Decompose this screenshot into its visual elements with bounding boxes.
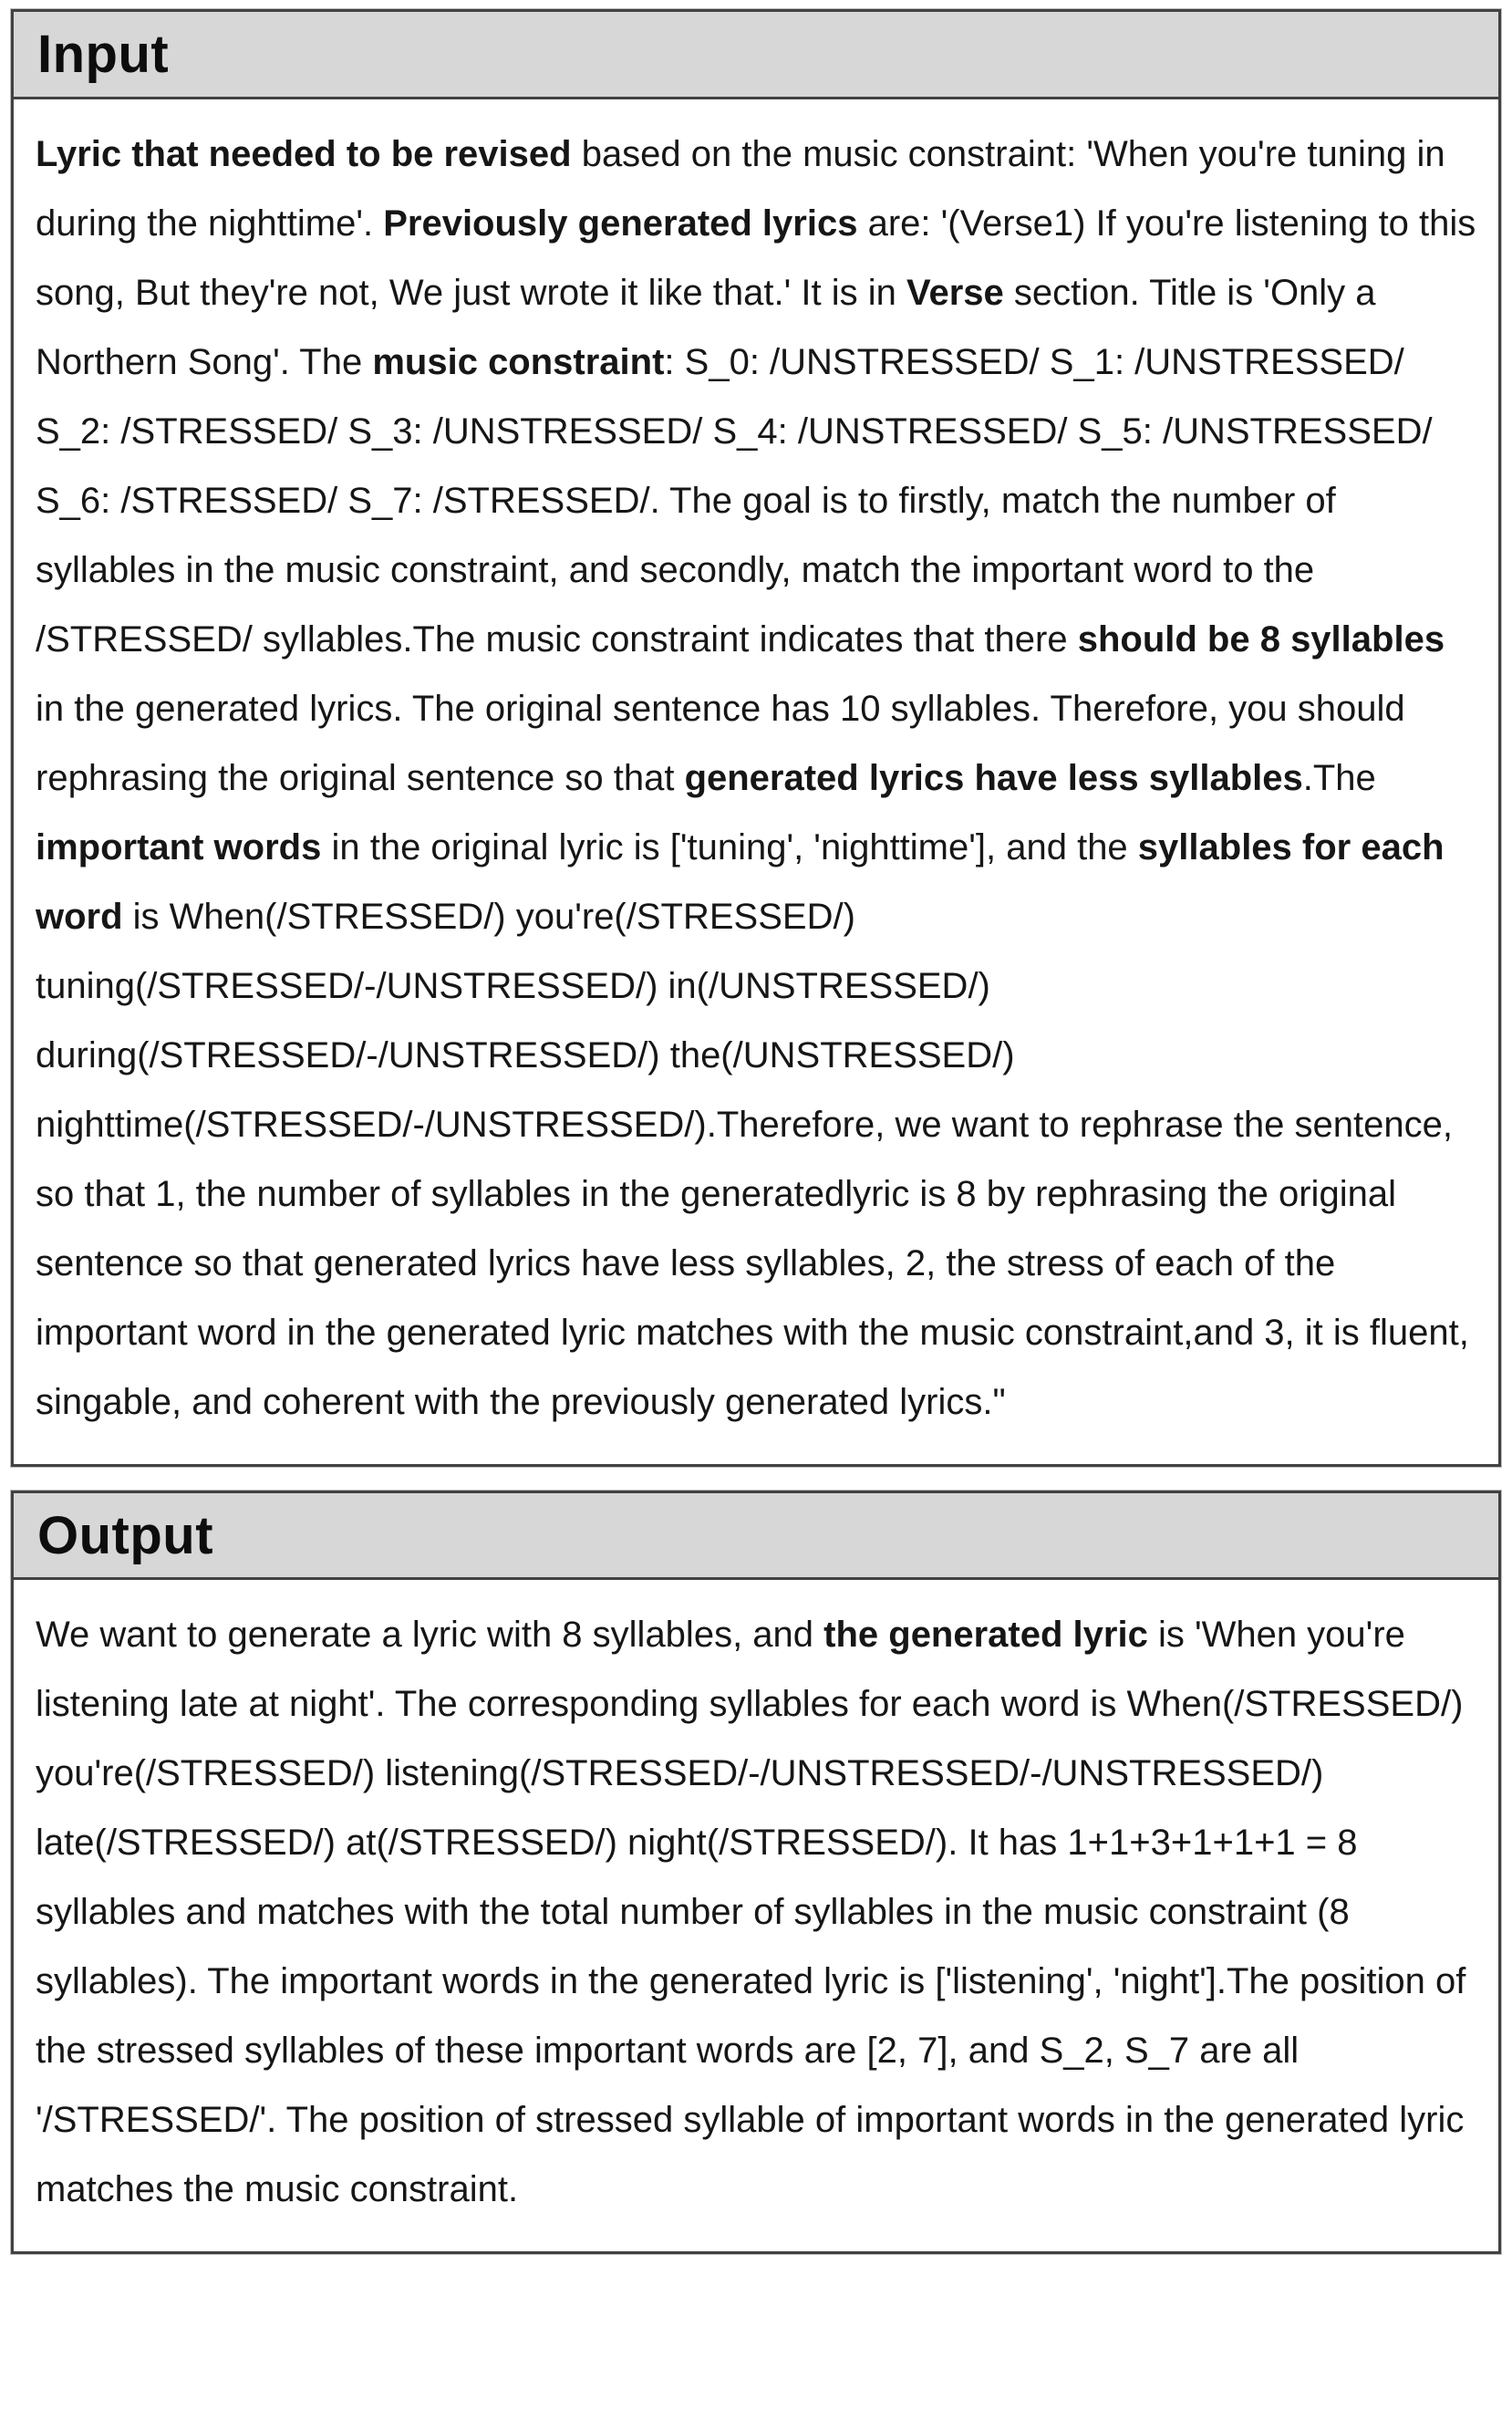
bold-text-segment: Lyric that needed to be revised	[36, 133, 572, 174]
bold-text-segment: should be 8 syllables	[1077, 618, 1445, 660]
bold-text-segment: Verse	[906, 272, 1004, 313]
text-segment: are: '(Verse1) If you're listening to this song, But they're not, We just wrote it like that.' It is in	[36, 203, 1476, 313]
input-panel-body	[14, 99, 1498, 1464]
text-segment: We want to generate a lyric with 8 syllables, and	[36, 1615, 824, 1656]
bold-text-segment: generated lyrics have less syllables	[684, 757, 1303, 798]
input-panel-header	[14, 12, 1498, 99]
bold-text-segment: the generated lyric	[823, 1615, 1148, 1656]
input-panel	[11, 9, 1501, 1467]
bold-text-segment: important words	[36, 826, 322, 867]
text-segment: is When(/STRESSED/) you're(/STRESSED/) tuning(/STRESSED/-/UNSTRESSED/) in(/UNSTRESSED/) during(/STRESSED/-/UNSTRESSED/) the(/UNSTRESSED/) nighttime(/STRESSED/-/UNSTRESSED/).Therefore, we want to rephrase the sentence, so that 1, the number of syllables in the generatedlyric is 8 by rephrasing the original sentence so that generated lyrics have less syllables, 2, the stress of each of the important word in the generated lyric matches with the music constraint,and 3, it is fluent, singable, and coherent with the previously generated lyrics."	[36, 896, 1469, 1422]
text-segment: based on the music constraint: 'When you're tuning in during the nighttime'.	[36, 133, 1445, 244]
bold-text-segment: syllables for each word	[36, 826, 1445, 937]
output-panel-header	[14, 1493, 1498, 1581]
text-segment: is 'When you're listening late at night'. The corresponding syllables for each word is When(/STRESSED/) you're(/STRESSED/) listening(/STRESSED/-/UNSTRESSED/-/UNSTRESSED/) late(/STRESSED/) at(/STRESSED/) night(/STRESSED/). It has 1+1+3+1+1+1 = 8 syllables and matches with the total number of syllables in the music constraint (8 syllables). The important words in the generated lyric is ['listening', 'night'].The position of the stressed syllables of these important words are [2, 7], and S_2, S_7 are all '/STRESSED/'. The position of stressed syllable of important words in the generated lyric matches the music constraint.	[36, 1615, 1466, 2210]
text-segment: in the original lyric is ['tuning', 'nighttime'], and the	[321, 826, 1138, 867]
bold-text-segment: Previously generated lyrics	[383, 203, 858, 244]
output-panel	[11, 1491, 1501, 2255]
output-panel-title: Output	[37, 1505, 214, 1565]
text-segment: section. Title is 'Only a Northern Song'. The	[36, 272, 1376, 382]
bold-text-segment: music constraint	[372, 341, 665, 382]
output-panel-body	[14, 1580, 1498, 2251]
text-segment: : S_0: /UNSTRESSED/ S_1: /UNSTRESSED/ S_2: /STRESSED/ S_3: /UNSTRESSED/ S_4: /UNSTRESSED/ S_5: /UNSTRESSED/ S_6: /STRESSED/ S_7: /STRESSED/. The goal is to firstly, match the number of syllables in the music constraint, and secondly, match the important word to the /STRESSED/ syllables.The music constraint indicates that there	[36, 341, 1433, 660]
input-panel-title: Input	[37, 25, 170, 84]
text-segment: .The	[1302, 757, 1376, 798]
text-segment: in the generated lyrics. The original sentence has 10 syllables. Therefore, you should rephrasing the original sentence so that	[36, 688, 1405, 798]
